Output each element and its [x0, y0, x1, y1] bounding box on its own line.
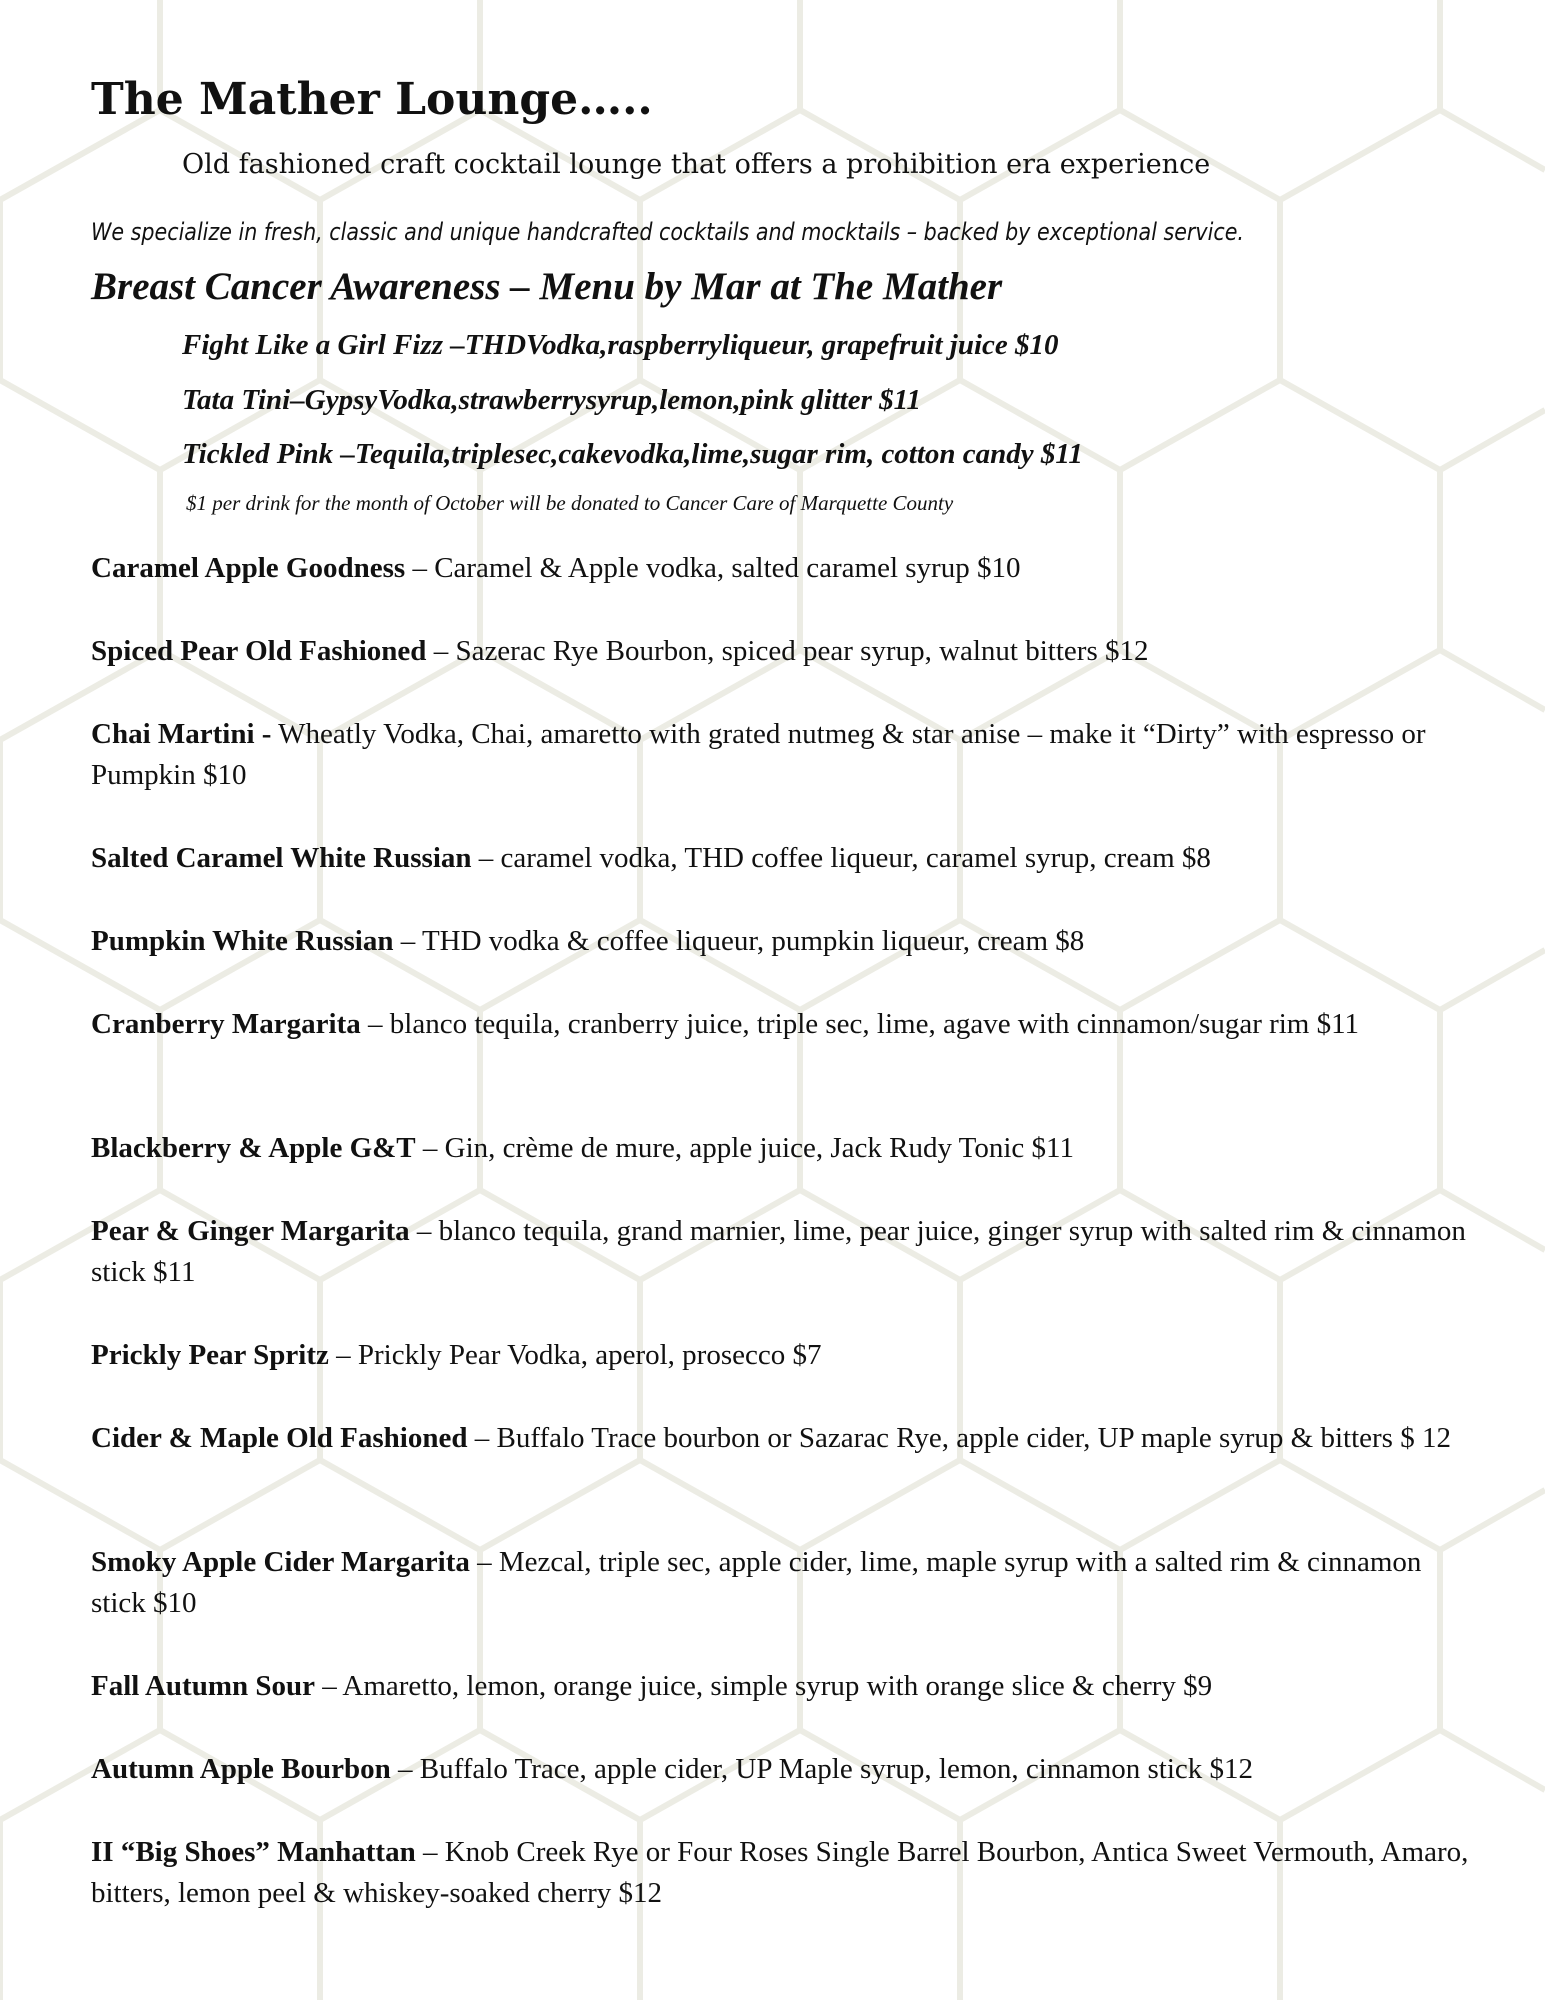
menu-item	[91, 1542, 1471, 1624]
menu-item-desc: – blanco tequila, grand marnier, lime, pear juice, ginger syrup with salted rim & cinnamon stick $11	[91, 1215, 1466, 1288]
menu-item-desc: – Mezcal, triple sec, apple cider, lime, maple syrup with a salted rim & cinnamon stick $10	[91, 1546, 1422, 1619]
menu-item	[91, 1211, 1471, 1293]
menu-item-desc: – Prickly Pear Vodka, aperol, prosecco $7	[328, 1339, 822, 1371]
menu-item-desc: Wheatly Vodka, Chai, amaretto with grated nutmeg & star anise – make it “Dirty” with espresso or Pumpkin $10	[91, 718, 1426, 791]
menu-item	[91, 1666, 1471, 1707]
promo-item	[182, 325, 1059, 365]
menu-item-name: II “Big Shoes” Manhattan	[91, 1836, 416, 1868]
menu-item-name: Cranberry Margarita	[91, 1008, 361, 1040]
promo-item-name: Fight Like a Girl Fizz	[182, 329, 444, 361]
cocktail-menu-list	[91, 548, 1471, 1914]
menu-item-desc: – Amaretto, lemon, orange juice, simple syrup with orange slice & cherry $9	[315, 1670, 1213, 1702]
menu-item-desc: – Caramel & Apple vodka, salted caramel syrup $10	[405, 552, 1021, 584]
menu-item	[91, 1832, 1471, 1914]
menu-item-desc: – THD vodka & coffee liqueur, pumpkin liqueur, cream $8	[393, 925, 1085, 957]
menu-item-name: Chai Martini -	[91, 718, 272, 750]
menu-item-name: Spiced Pear Old Fashioned	[91, 635, 427, 667]
promo-heading: Breast Cancer Awareness – Menu by Mar at The Mather	[91, 265, 1003, 308]
menu-item	[91, 1749, 1471, 1790]
promo-item-desc: –GypsyVodka,strawberrysyrup,lemon,pink glitter $11	[290, 384, 922, 416]
menu-item-desc: – caramel vodka, THD coffee liqueur, caramel syrup, cream $8	[471, 842, 1211, 874]
menu-item	[91, 1418, 1471, 1500]
menu-item-name: Prickly Pear Spritz	[91, 1339, 329, 1371]
promo-item-desc: –THDVodka,raspberryliqueur, grapefruit juice $10	[443, 329, 1059, 361]
menu-item	[91, 921, 1471, 962]
menu-item-desc: – Buffalo Trace bourbon or Sazarac Rye, apple cider, UP maple syrup & bitters $ 12	[467, 1422, 1451, 1454]
menu-item-name: Pumpkin White Russian	[91, 925, 394, 957]
promo-item-name: Tickled Pink	[182, 438, 334, 470]
promo-item	[182, 434, 1083, 474]
specialty-statement: We specialize in fresh, classic and unique handcrafted cocktails and mocktails – backed by exceptional service.	[91, 218, 1244, 246]
menu-item-name: Caramel Apple Goodness	[91, 552, 406, 584]
menu-item-desc: – Sazerac Rye Bourbon, spiced pear syrup, walnut bitters $12	[426, 635, 1149, 667]
menu-item	[91, 838, 1471, 879]
menu-item	[91, 714, 1471, 796]
menu-item-desc: – blanco tequila, cranberry juice, triple sec, lime, agave with cinnamon/sugar rim $11	[360, 1008, 1360, 1040]
promo-item	[182, 380, 921, 420]
menu-item-name: Salted Caramel White Russian	[91, 842, 472, 874]
menu-item-name: Fall Autumn Sour	[91, 1670, 315, 1702]
menu-item	[91, 1335, 1471, 1376]
menu-item-name: Smoky Apple Cider Margarita	[91, 1546, 470, 1578]
promo-item-name: Tata Tini	[182, 384, 291, 416]
promo-item-desc: –Tequila,triplesec,cakevodka,lime,sugar rim, cotton candy $11	[333, 438, 1083, 470]
menu-item	[91, 1004, 1471, 1086]
menu-item-desc: – Buffalo Trace, apple cider, UP Maple syrup, lemon, cinnamon stick $12	[390, 1753, 1254, 1785]
menu-item-name: Cider & Maple Old Fashioned	[91, 1422, 468, 1454]
tagline: Old fashioned craft cocktail lounge that offers a prohibition era experience	[182, 149, 1211, 180]
menu-item-desc: – Gin, crème de mure, apple juice, Jack Rudy Tonic $11	[415, 1132, 1074, 1164]
menu-item	[91, 631, 1471, 672]
menu-item	[91, 548, 1471, 589]
menu-item	[91, 1128, 1471, 1169]
page-title: The Mather Lounge…..	[91, 74, 653, 125]
menu-item-name: Blackberry & Apple G&T	[91, 1132, 416, 1164]
menu-item-name: Autumn Apple Bourbon	[91, 1753, 391, 1785]
menu-item-desc: – Knob Creek Rye or Four Roses Single Barrel Bourbon, Antica Sweet Vermouth, Amaro, bitters, lemon peel & whiskey-soaked cherry $12	[91, 1836, 1469, 1909]
menu-item-name: Pear & Ginger Margarita	[91, 1215, 410, 1247]
donation-note: $1 per drink for the month of October will be donated to Cancer Care of Marquette County	[186, 491, 954, 515]
